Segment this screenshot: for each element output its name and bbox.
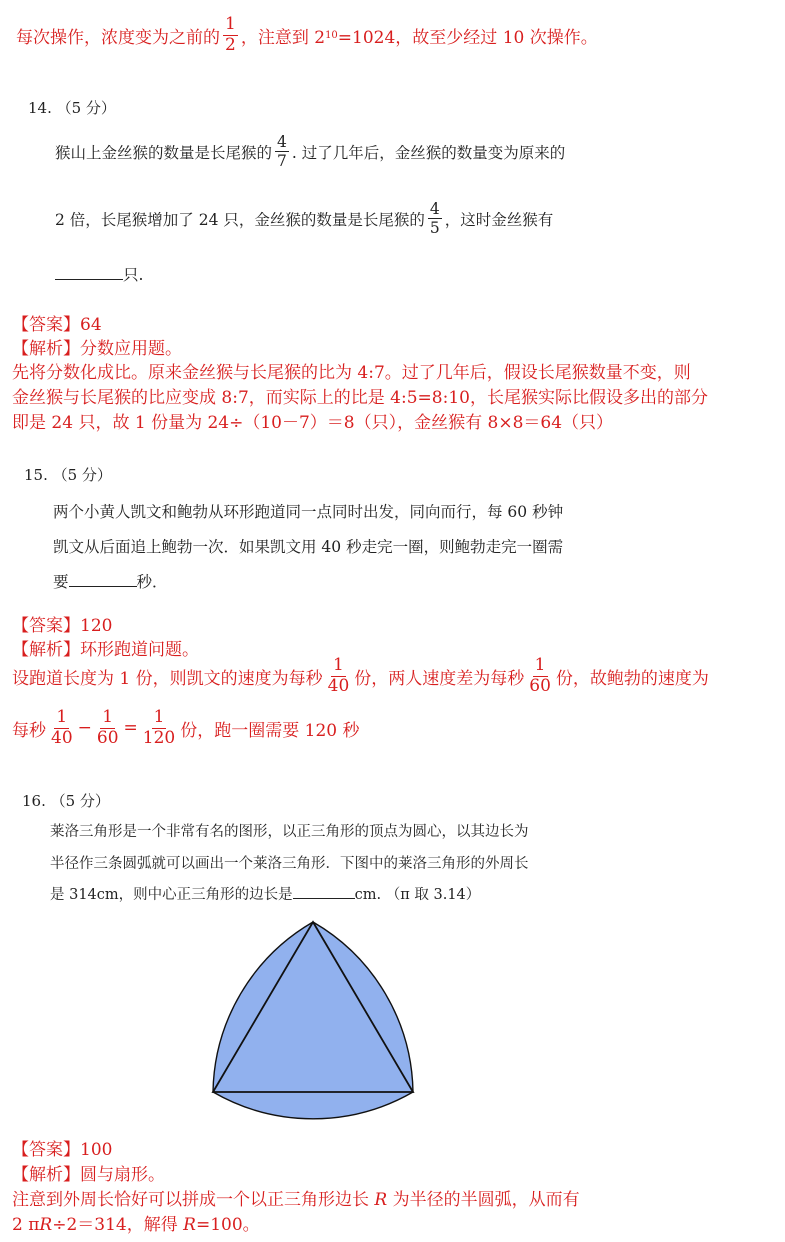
q14-exp-line3: 即是 24 只，故 1 份量为 24÷（10－7）＝8（只），金丝猴有 8×8＝64（只）: [12, 413, 614, 433]
fraction-1-120: $\frac{1}{120}$: [142, 707, 176, 748]
q14-answer: 【答案】64: [12, 315, 102, 335]
q16-exp-line2: 2 πR÷2＝314，解得 R=100。: [12, 1215, 260, 1235]
q16-answer: 【答案】100: [12, 1140, 113, 1160]
q15-exp-line2: 每秒 $\frac{1}{40}$ − $\frac{1}{60}$ = $\frac{1}{120}$ 份，跑一圈需要 120 秒: [12, 707, 360, 748]
fraction-1-40: $\frac{1}{40}$: [51, 707, 73, 748]
q15-line1: 两个小黄人凯文和鲍勃从环形跑道同一点同时出发，同向而行，每 60 秒钟: [53, 503, 564, 521]
q15-answer: 【答案】120: [12, 616, 113, 636]
fraction-1-40: $\frac{1}{40}$: [327, 655, 350, 696]
q14-line2: 2 倍，长尾猴增加了 24 只，金丝猴的数量是长尾猴的 $\frac{4}{5}$ ，这时金丝猴有: [55, 200, 554, 238]
q14-exp-line1: 先将分数化成比。原来金丝猴与长尾猴的比为 4:7。过了几年后，假设长尾猴数量不变，则: [12, 363, 691, 383]
reuleaux-triangle-figure: [203, 912, 423, 1122]
exponent: 10: [325, 29, 338, 41]
q15-exp-line1: 设跑道长度为 1 份，则凯文的速度为每秒 $\frac{1}{40}$ 份，两人速度差为每秒 $\frac{1}{60}$ 份，故鲍勃的速度为: [12, 655, 709, 696]
top-explanation-line: [16, 16, 598, 55]
answer-blank: [69, 585, 137, 587]
q15-header: 15. （5 分）: [24, 466, 112, 484]
q16-header: 16. （5 分）: [22, 792, 110, 810]
q16-line2: 半径作三条圆弧就可以画出一个莱洛三角形．下图中的莱洛三角形的外周长: [50, 856, 529, 872]
q15-analysis: 【解析】环形跑道问题。: [12, 640, 199, 660]
q14-line1: 猴山上金丝猴的数量是长尾猴的 $\frac{4}{7}$ . 过了几年后，金丝猴的数量变为原来的: [55, 133, 566, 171]
q14-fraction-4-7: $\frac{4}{7}$: [277, 133, 287, 171]
top-text-a: 每次操作，浓度变为之前的: [16, 27, 220, 48]
q14-line3: 只.: [55, 263, 143, 285]
q16-line3: 是 314cm，则中心正三角形的边长是 cm. （π 取 3.14）: [50, 887, 481, 903]
q16-exp-line1: 注意到外周长恰好可以拼成一个以正三角形边长 R 为半径的半圆弧，从而有: [12, 1190, 580, 1210]
q15-line3: 要 秒．: [53, 573, 168, 591]
reuleaux-triangle: [213, 922, 413, 1119]
answer-blank: [293, 897, 355, 899]
q16-analysis: 【解析】圆与扇形。: [12, 1165, 165, 1185]
q14-analysis: 【解析】分数应用题。: [12, 339, 182, 359]
q16-line1: 莱洛三角形是一个非常有名的图形，以正三角形的顶点为圆心，以其边长为: [50, 824, 529, 840]
fraction-one-half: $\frac{1}{2}$: [225, 14, 236, 55]
answer-blank: [55, 278, 123, 280]
fraction-1-60: $\frac{1}{60}$: [96, 707, 119, 748]
q14-header: 14. （5 分）: [28, 99, 116, 117]
fraction-1-60: $\frac{1}{60}$: [529, 655, 551, 696]
q14-exp-line2: 金丝猴与长尾猴的比应变成 8:7，而实际上的比是 4:5=8:10，长尾猴实际比假设多出的部分: [12, 388, 708, 408]
top-text-b: ，注意到 2: [240, 27, 326, 48]
q15-line2: 凯文从后面追上鲍勃一次．如果凯文用 40 秒走完一圈，则鲍勃走完一圈需: [53, 538, 564, 556]
top-text-c: =1024，故至少经过 10 次操作。: [337, 27, 598, 48]
q14-fraction-4-5: $\frac{4}{5}$: [429, 200, 440, 238]
